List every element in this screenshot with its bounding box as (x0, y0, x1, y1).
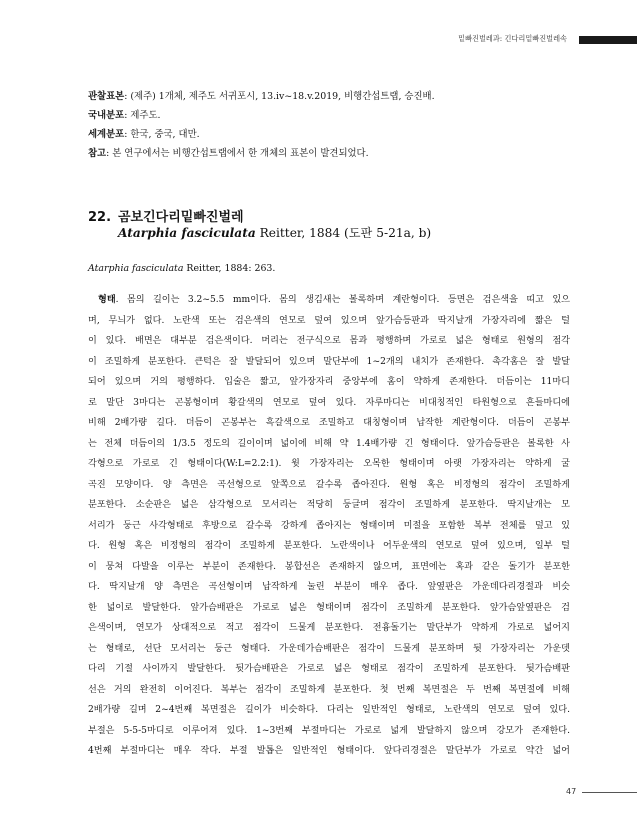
page-number: 47 (566, 787, 577, 796)
description-text: 선은 거의 완전히 이어진다. 복부는 점각이 조밀하게 분포한다. 첫 번째 복면절은 두 번째 복면절에 비해 (88, 684, 570, 695)
domestic-label: 국내분포 (88, 110, 125, 121)
running-header (0, 34, 637, 46)
description-line (88, 434, 570, 455)
description-text: 로 말단 3마디는 곤봉형이며 황갈색의 연모로 덮여 있다. 자루마디는 비대칭적인 타원형으로 흔들마디에 (88, 397, 570, 408)
description-text: 비해 2배가량 길다. 더듬이 곤봉부는 흑갈색으로 조밀하고 대칭형이며 납작한 계란형이다. 더듬이 곤봉부 (88, 418, 570, 428)
description-line (88, 577, 570, 598)
description-text: 이 조밀하게 분포한다. 큰턱은 잘 발달되어 있으며 말단부에 1~2개의 내치가 존재한다. 촉각홈은 잘 발달 (88, 356, 570, 367)
description-text: 4번째 부절마디는 매우 작다. 부절 발톱은 일반적인 형태이다. 앞다리경절은 말단부가 가로로 약간 넓어 (88, 746, 570, 756)
synonym-line (88, 263, 275, 274)
description-text: 다. 원형 혹은 비정형의 점각이 조밀하게 분포한다. 노란색이나 어두운색의 연모로 덮여 있으며, 일부 털 (88, 541, 570, 551)
description-line (88, 639, 570, 660)
description-text: 이 있다. 배면은 대부분 검은색이다. 머리는 전구식으로 몸과 평행하며 가로로 넓은 형태로 원형의 점각 (88, 336, 570, 346)
description-text: 는 형태로, 선단 모서리는 둥근 형태다. 가운데가슴배판은 점각이 드물게 분포하며 뒷 가장자리는 가운뎃 (88, 643, 570, 654)
description-line (88, 475, 570, 496)
running-title: 밑빠진벌레과: 긴다리밑빠진벌레속 (458, 34, 567, 43)
description-text: 분포한다. 소순판은 넓은 삼각형으로 모서리는 적당히 둥글며 점각이 조밀하게 분포한다. 딱지날개는 모 (88, 500, 570, 510)
description-line (88, 680, 570, 701)
world-label: 세계분포 (88, 129, 125, 140)
description-line (88, 495, 570, 516)
description-line (88, 721, 570, 742)
description-text: 다리 기절 사이까지 발달한다. 뒷가슴배판은 가로로 넓은 형태로 점각이 조밀하게 분포한다. 뒷가슴배판 (88, 664, 570, 674)
description-text: 서리가 둥근 사각형태로 후방으로 갈수록 강하게 좁아지는 형태이며 미절을 포함한 복부 전체를 덮고 있 (88, 520, 570, 531)
footer-rule (582, 792, 637, 793)
description-line (88, 557, 570, 578)
species-korean-name: 곰보긴다리밑빠진벌레 (118, 210, 244, 225)
specimens-text: : (제주) 1개체, 제주도 서귀포시, 13.iv~18.v.2019, 비행간섭트랩, 승진배. (124, 91, 435, 102)
description-text: 은색이며, 연모가 상대적으로 적고 점각이 드물게 분포한다. 전흉돌기는 말단부가 약하게 가로로 넓어지 (88, 623, 570, 633)
header-bar (579, 36, 637, 44)
description-text: 한 넓이로 발달한다. 앞가슴배판은 가로로 넓은 형태이며 점각이 조밀하게 분포한다. 앞가슴앞옆판은 검 (88, 602, 570, 613)
description-text: 되어 있으며 거의 평행하다. 입술은 짧고, 앞가장자리 중앙부에 홈이 약하게 존재한다. 더듬이는 11마디 (88, 377, 570, 387)
specimens-label: 관찰표본 (88, 91, 125, 102)
domestic-line (88, 109, 578, 122)
description-line (88, 618, 570, 639)
domestic-text: : 제주도. (124, 110, 161, 121)
scientific-name: Atarphia fasciculata (118, 226, 256, 240)
description-line (88, 536, 570, 557)
authority: Reitter, 1884 (259, 226, 341, 240)
description-text: 이 뭉쳐 다발을 이루는 부분이 존재한다. 봉합선은 존재하지 않으며, 표면에는 혹과 같은 돌기가 분포한 (88, 561, 570, 572)
description-line (88, 311, 570, 332)
species-title (88, 206, 244, 225)
description-line (88, 659, 570, 680)
description-text: 2배가량 길며 2~4번째 복면절은 길이가 비슷하다. 다리는 일반적인 형태로, 노란색의 연모로 덮여 있다. (88, 705, 570, 715)
description-line (88, 741, 570, 762)
description-line (88, 352, 570, 373)
description-line (88, 700, 570, 721)
description-body (88, 290, 570, 762)
description-label: 형태 (98, 295, 116, 305)
description-line (88, 393, 570, 414)
description-line (88, 331, 570, 352)
description-line (88, 372, 570, 393)
description-line (88, 598, 570, 619)
synonym-reference: Reitter, 1884: 263. (186, 263, 276, 274)
species-number: 22. (88, 210, 112, 225)
description-line (88, 290, 570, 311)
description-text: 부절은 5-5-5마디로 이루어져 있다. 1~3번째 부절마디는 가로로 넓게 발달하지 않으며 강모가 존재한다. (88, 725, 570, 736)
description-text: 다. 딱지날개 양 측면은 곡선형이며 납작하게 눌린 부분이 매우 좁다. 앞옆판은 가운데다리경절과 비슷 (88, 582, 570, 592)
description-line (88, 516, 570, 537)
world-line (88, 128, 578, 141)
plate-reference: (도판 5-21a, b) (344, 226, 432, 240)
description-text: 곡진 모양이다. 양 측면은 곡선형으로 앞쪽으로 갈수록 좁아진다. 원형 혹은 비정형의 점각이 조밀하게 (88, 479, 570, 490)
description-line (88, 413, 570, 434)
synonym-name: Atarphia fasciculata (88, 263, 184, 274)
species-subtitle (118, 224, 431, 241)
specimens-line (88, 90, 578, 103)
description-text: 는 전체 더듬이의 1/3.5 정도의 길이이며 넓이에 비해 약 1.4배가량 긴 형태이다. 앞가슴등판은 볼록한 사 (88, 438, 570, 449)
description-line (88, 454, 570, 475)
description-text: 며, 무늬가 없다. 노란색 또는 검은색의 연모로 덮여 있으며 앞가슴등판과 딱지날개 가장자리에 짧은 털 (88, 315, 570, 326)
description-text: 각형으로 가로로 긴 형태이다(W:L=2.2:1). 윗 가장자리는 오목한 형태이며 아랫 가장자리는 약하게 굴 (88, 459, 570, 469)
world-text: : 한국, 중국, 대만. (124, 129, 200, 140)
note-line (88, 147, 578, 160)
note-label: 참고 (88, 148, 107, 159)
note-text: : 본 연구에서는 비행간섭트랩에서 한 개체의 표본이 발견되었다. (106, 148, 369, 159)
description-text: . 몸의 길이는 3.2~5.5 mm이다. 몸의 생김새는 볼록하며 계란형이다. 등면은 검은색을 띠고 있으 (115, 295, 570, 305)
